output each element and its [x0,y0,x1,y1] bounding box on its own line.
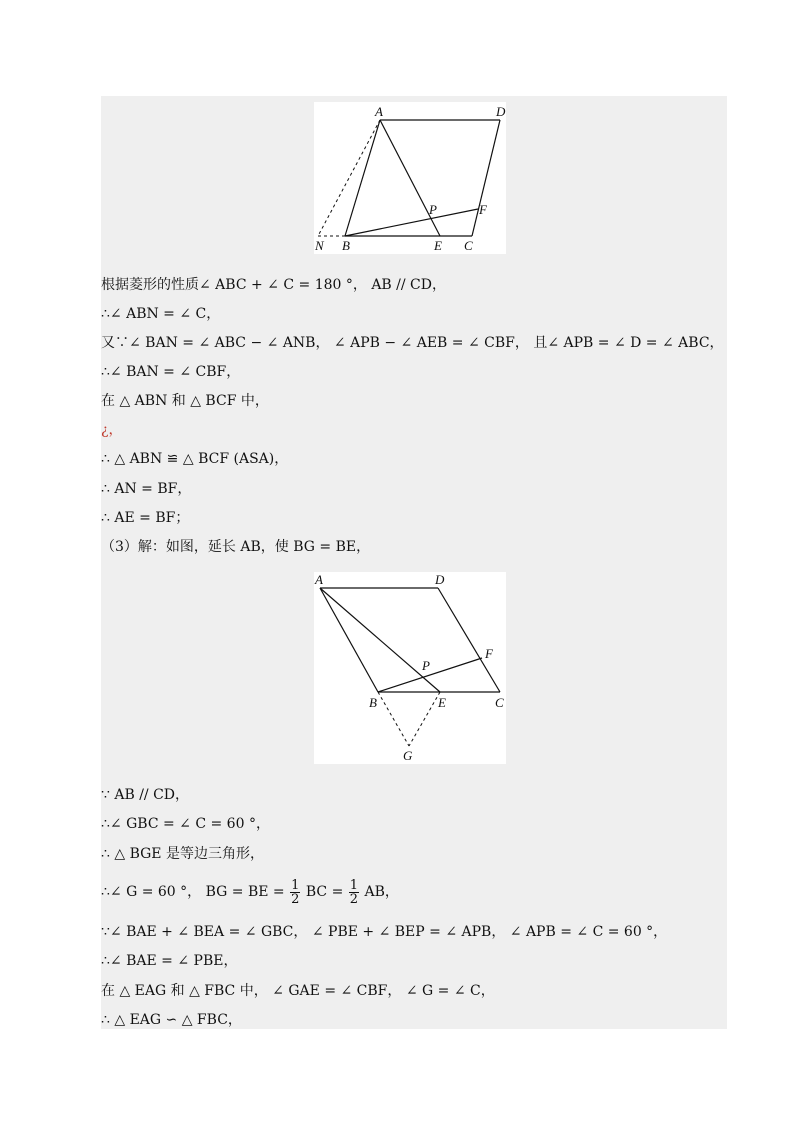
segment-AB [345,120,380,236]
label-P: P [422,658,430,673]
text-line-12: ∴∠ GBC = ∠ C = 60 °， [101,816,270,832]
text-line-17: 在 △ EAG 和 △ FBC 中， ∠ GAE = ∠ CBF， ∠ G = ∠ C， [101,983,495,999]
figure-1-svg [314,102,506,254]
segment-DC [438,588,500,692]
text-line-4: ∴∠ BAN = ∠ CBF， [101,364,241,380]
text-line-7: ∴ △ ABN ≌ △ BCF (ASA)， [101,451,289,467]
label-F: F [485,646,493,661]
figure-2-svg [314,572,506,764]
label-D: D [496,104,506,119]
segment-EG-dashed [409,692,440,746]
fraction-denominator: 2 [349,891,359,907]
segment-AB [320,588,378,692]
text-line-16: ∴∠ BAE = ∠ PBE， [101,953,238,969]
fraction-denominator: 2 [291,891,300,907]
text-line-18: ∴ △ EAG ∽ △ FBC， [101,1012,242,1028]
text-line-15: ∵∠ BAE + ∠ BEA = ∠ GBC， ∠ PBE + ∠ BEP = ∠ APB， ∠ APB = ∠ C = 60 °， [101,924,668,940]
text-line-14 [101,874,399,910]
line-14-part-a: ∴∠ G = 60 °， BG = BE = [101,884,285,900]
line-14-part-b: BC = [305,884,344,900]
label-A: A [375,104,383,119]
label-A: A [315,572,323,587]
label-E: E [434,238,442,253]
label-E: E [438,695,446,710]
label-C: C [495,695,504,710]
fraction-half-1 [290,879,300,906]
label-C: C [464,238,473,253]
label-B: B [342,238,350,253]
segment-BF [378,658,482,692]
text-line-2: ∴∠ ABN = ∠ C， [101,306,221,322]
label-F: F [479,202,487,217]
text-line-13: ∴ △ BGE 是等边三角形， [101,846,264,862]
label-D: D [435,572,445,587]
text-line-5: 在 △ ABN 和 △ BCF 中， [101,393,269,409]
fraction-numerator: 1 [291,877,300,893]
figure-rhombus-2 [314,572,506,764]
fraction-half-2 [349,879,359,906]
segment-BG-dashed [378,692,409,746]
segment-DC [472,120,500,236]
text-line-3: 又∵∠ BAN = ∠ ABC − ∠ ANB， ∠ APB − ∠ AEB = ∠ CBF， 且∠ APB = ∠ D = ∠ ABC， [101,335,724,351]
fraction-numerator: 1 [349,877,359,893]
label-B: B [369,695,377,710]
line-14-part-c: AB， [364,884,399,900]
segment-AE [320,588,440,692]
label-N: N [315,238,324,253]
figure-rhombus-1 [314,102,506,254]
text-line-6: ¿， [101,422,123,438]
text-line-11: ∵ AB // CD， [101,787,190,803]
label-P: P [429,202,437,217]
label-G: G [403,748,413,763]
text-line-8: ∴ AN = BF， [101,481,192,497]
segment-BF [345,209,478,236]
text-line-10: （3）解：如图，延长 AB，使 BG = BE， [101,539,371,555]
text-line-1: 根据菱形的性质∠ ABC + ∠ C = 180 °， AB // CD， [101,277,446,293]
segment-AN-dashed [318,120,380,236]
text-line-9: ∴ AE = BF； [101,510,190,526]
